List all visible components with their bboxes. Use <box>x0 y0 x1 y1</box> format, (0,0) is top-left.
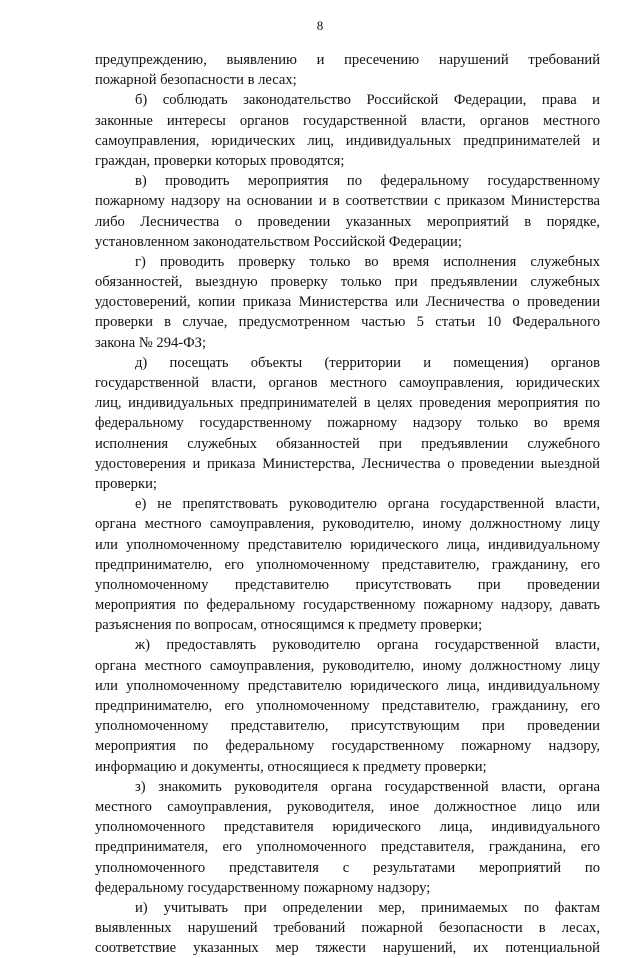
paragraph <box>95 171 600 252</box>
text-line: обязанностей, выездную проверку только при предъявлении служебных <box>95 274 600 291</box>
paragraph <box>95 777 600 898</box>
text-line: д) посещать объекты (территории и помещения) органов <box>135 354 600 371</box>
text-line: уполномоченного представителя юридического лица, индивидуального <box>95 819 600 836</box>
text-line: соответствие указанных мер тяжести нарушений, их потенциальной <box>95 940 600 957</box>
paragraph <box>95 50 600 90</box>
text-line: предпринимателю, его уполномоченному представителю, гражданину, его <box>95 556 600 573</box>
text-line: уполномоченному представителю присутствовать при проведении <box>95 576 600 593</box>
text-line: проверки в случае, предусмотренном частью 5 статьи 10 Федерального <box>95 314 600 331</box>
paragraph <box>95 494 600 635</box>
page-number: 8 <box>316 18 324 33</box>
text-line: предупреждению, выявлению и пресечению нарушений требований <box>95 52 600 68</box>
text-line: пожарной безопасности в лесах; <box>95 72 297 89</box>
text-line: г) проводить проверку только во время исполнения служебных <box>135 253 600 270</box>
paragraph <box>95 635 600 776</box>
text-line: органа местного самоуправления, руководителю, иному должностному лицу <box>95 516 600 533</box>
text-line: информацию и документы, относящиеся к предмету проверки; <box>95 758 487 775</box>
text-line: уполномоченного представителя с результатами мероприятий по <box>95 859 600 876</box>
text-line: пожарному надзору на основании и в соответствии с приказом Министерства <box>95 193 600 210</box>
text-line: в) проводить мероприятия по федеральному государственному <box>135 173 600 190</box>
text-line: ж) предоставлять руководителю органа государственной власти, <box>135 637 600 654</box>
text-line: либо Лесничества о проведении указанных мероприятий в порядке, <box>95 213 600 230</box>
text-line: органа местного самоуправления, руководителю, иному должностному лицу <box>95 657 600 674</box>
text-line: предпринимателя, его уполномоченного представителя, гражданина, его <box>95 839 600 856</box>
paragraph <box>95 90 600 171</box>
text-line: мероприятия по федеральному государственному пожарному надзору, давать <box>95 597 600 614</box>
text-line: федеральному государственному пожарному надзору; <box>95 879 431 896</box>
text-line: и) учитывать при определении мер, принимаемых по фактам <box>135 899 600 916</box>
text-line: исполнения служебных обязанностей при предъявлении служебного <box>95 435 600 452</box>
text-line: законные интересы органов государственной власти, органов местного <box>95 112 600 129</box>
text-line: проверки; <box>95 475 157 492</box>
document-body <box>95 50 600 958</box>
text-line: удостоверения и приказа Министерства, Лесничества о проведении выездной <box>95 455 600 472</box>
text-line: разъяснения по вопросам, относящимся к предмету проверки; <box>95 617 483 634</box>
paragraph <box>95 898 600 958</box>
text-line: б) соблюдать законодательство Российской Федерации, права и <box>135 92 600 109</box>
paragraph <box>95 353 600 494</box>
text-line: граждан, проверки которых проводятся; <box>95 152 345 169</box>
text-line: государственной власти, органов местного самоуправления, юридических <box>95 375 600 391</box>
text-line: самоуправления, юридических лиц, индивидуальных предпринимателей и <box>95 132 600 149</box>
text-line: или уполномоченному представителю юридического лица, индивидуальному <box>95 677 600 694</box>
text-line: з) знакомить руководителя органа государственной власти, органа <box>135 778 600 795</box>
text-line: выявленных нарушений требований пожарной безопасности в лесах, <box>95 920 600 937</box>
text-line: закона № 294-ФЗ; <box>95 334 207 351</box>
paragraph <box>95 252 600 353</box>
text-line: предпринимателю, его уполномоченному представителю, гражданину, его <box>95 698 600 714</box>
text-line: уполномоченному представителю, присутствующим при проведении <box>95 718 600 735</box>
text-line: е) не препятствовать руководителю органа государственной власти, <box>135 496 600 513</box>
text-line: удостоверений, копии приказа Министерства или Лесничества о проведении <box>95 294 600 311</box>
text-line: лиц, индивидуальных предпринимателей в целях проведения мероприятия по <box>95 395 600 412</box>
text-line: местного самоуправления, руководителя, иное должностное лицо или <box>95 798 600 815</box>
text-line: федеральному государственному пожарному надзору только во время <box>95 415 600 432</box>
text-line: мероприятия по федеральному государственному пожарному надзору, <box>95 738 600 755</box>
text-line: установленном законодательством Российской Федерации; <box>95 233 462 250</box>
text-line: или уполномоченному представителю юридического лица, индивидуальному <box>95 536 600 553</box>
